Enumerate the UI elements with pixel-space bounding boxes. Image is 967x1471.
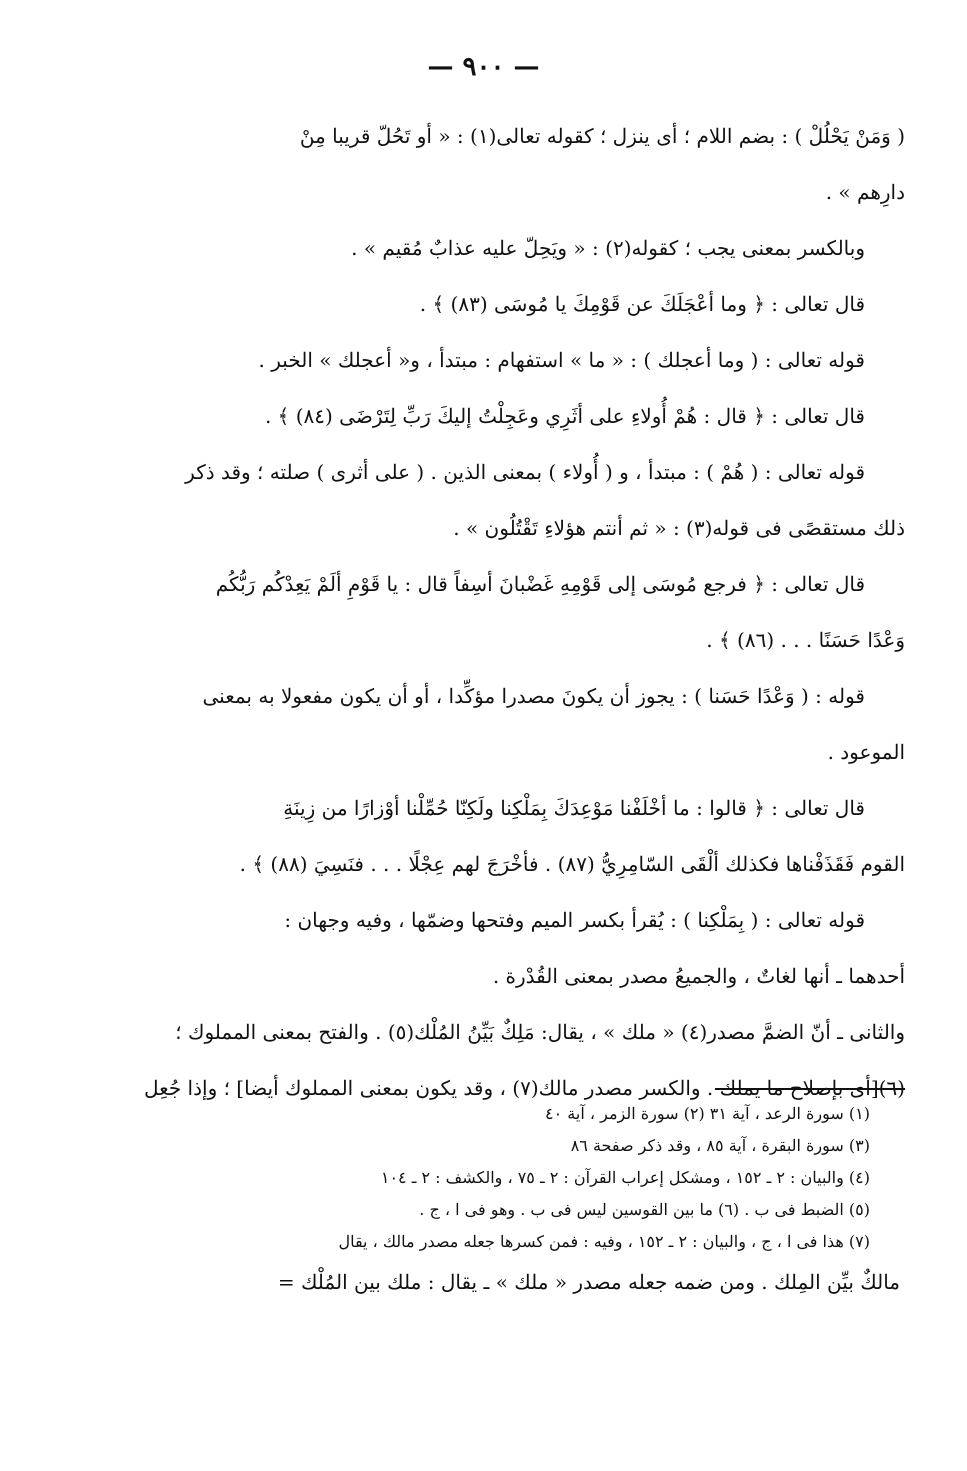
text-line: قوله تعالى : ( وما أعجلك ) : « ما » استفهام : مبتدأ ، و« أعجلك » الخبر . [258, 348, 865, 372]
footnote: (٥) الضبط فى ب . (٦) ما بين القوسين ليس فى ب . وهو فى ا ، ج . [419, 1200, 870, 1219]
text-line: الموعود . [827, 740, 905, 764]
footnote: (٤) والبيان : ٢ ـ ١٥٢ ، ومشكل إعراب القرآن : ٢ ـ ٧٥ ، والكشف : ٢ ـ ١٠٤ [380, 1168, 870, 1187]
text-line: قال تعالى : ﴿ قال : هُمْ أُولاءِ على أثَرِي وعَجِلْتُ إليكَ رَبِّ لِتَرْضَى (٨٤) ﴾ . [264, 404, 865, 428]
main-text [105, 108, 905, 1116]
text-line: قال تعالى : ﴿ قالوا : ما أخْلَفْنا مَوْعِدَكَ بِمَلْكِنا ولَكِنّا حُمِّلْنا أوْزارًا من زِينَةِ [283, 796, 865, 820]
footnote-divider [715, 1088, 905, 1090]
text-line: قوله تعالى : ( هُمْ ) : مبتدأ ، و ( أُولاء ) بمعنى الذين . ( على أثرى ) صلته ؛ وقد ذكر [185, 460, 865, 484]
text-line: قوله تعالى : ( بِمَلْكِنا ) : يُقرأ بكسر الميم وفتحها وضمّها ، وفيه وجهان : [284, 908, 865, 932]
text-line: أحدهما ـ أنها لغاتٌ ، والجميعُ مصدر بمعنى القُدْرة . [492, 964, 905, 988]
text-line: (٦)[أى بإصلاح ما يملك . والكسر مصدر مالك(٧) ، وقد يكون بمعنى المملوك أيضا] ؛ وإذا جُعِل [144, 1076, 905, 1100]
text-line: قال تعالى : ﴿ وما أعْجَلَكَ عن قَوْمِكَ يا مُوسَى (٨٣) ﴾ . [419, 292, 865, 316]
text-line: قوله : ( وَعْدًا حَسَنا ) : يجوز أن يكونَ مصدرا مؤكِّدا ، أو أن يكون مفعولا به بمعنى [202, 684, 865, 708]
footnote: (٧) هذا فى ا ، ج ، والبيان : ٢ ـ ١٥٢ ، وفيه : فمن كسرها جعله مصدر مالك ، يقال [338, 1232, 870, 1251]
page-number: — ٩٠٠ — [427, 52, 540, 82]
footnotes [130, 1098, 900, 1306]
text-line: دارِهم » . [825, 180, 905, 204]
footnote: (٣) سورة البقرة ، آية ٨٥ ، وقد ذكر صفحة ٨٦ [570, 1136, 870, 1155]
text-line: والثانى ـ أنّ الضمَّ مصدر(٤) « ملك » ، يقال: مَلِكٌ بَيِّنُ المُلْك(٥) . والفتح بمعنى المملوك ؛ [175, 1020, 905, 1044]
footnote: (١) سورة الرعد ، آية ٣١ (٢) سورة الزمر ، آية ٤٠ [545, 1104, 870, 1123]
footnote-continuation: مالكٌ بيِّن المِلك . ومن ضمه جعله مصدر « ملك » ـ يقال : ملك بين المُلْك = [277, 1270, 900, 1294]
text-line: ذلك مستقصًى فى قوله(٣) : « ثم أنتم هؤلاءِ تَقْتُلُون » . [453, 516, 905, 540]
text-line: ( وَمَنْ يَحْلُلْ ) : بضم اللام ؛ أى ينزل ؛ كقوله تعالى(١) : « أو تَحُلّ قريبا مِنْ [299, 124, 905, 148]
text-line: وبالكسر بمعنى يجب ؛ كقوله(٢) : « ويَحِلّ عليه عذابٌ مُقيم » . [351, 236, 865, 260]
text-line: قال تعالى : ﴿ فرجع مُوسَى إلى قَوْمِهِ غَضْبانَ أسِفاً قال : يا قَوْمِ ألَمْ يَعِدْكُم رَبُّكُم [215, 572, 865, 596]
text-line: القوم فَقَذَفْناها فكذلك ألْقَى السّامِرِيُّ (٨٧) . فأخْرَجَ لهم عِجْلًا . . . فنَسِيَ (٨٨) ﴾ . [239, 852, 905, 876]
text-line: وَعْدًا حَسَنًا . . . (٨٦) ﴾ . [706, 628, 905, 652]
